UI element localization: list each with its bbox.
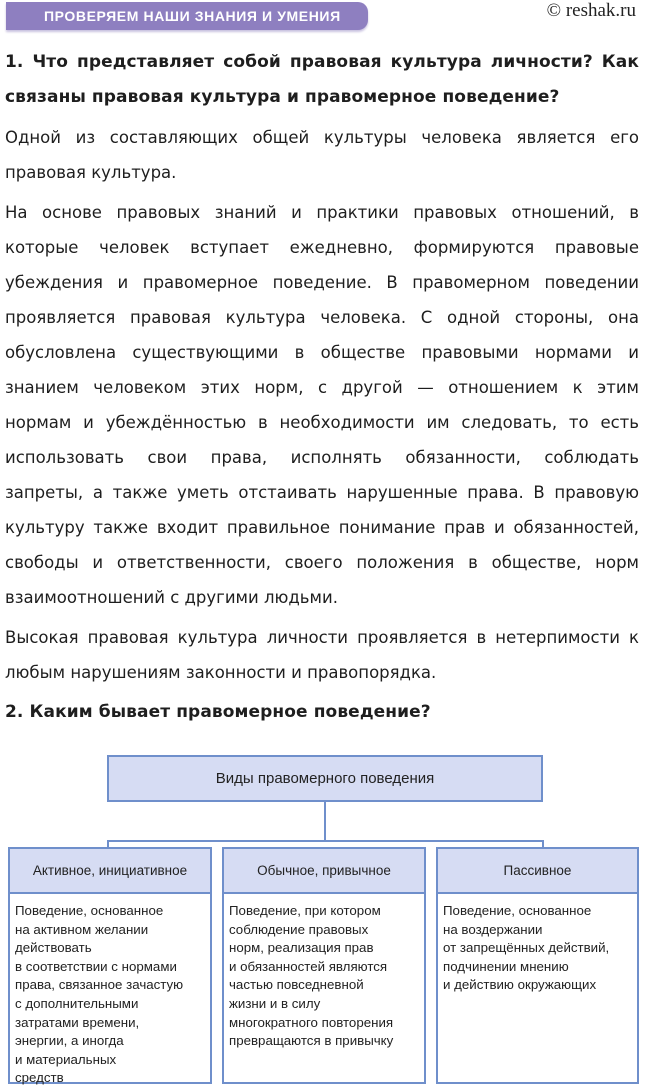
diagram-root-title: Виды правомерного поведения xyxy=(215,770,435,787)
column-header-habitual xyxy=(222,847,426,894)
text-line: правовая культура. xyxy=(5,163,177,182)
text-line: любым нарушениям законности и правопорядка. xyxy=(5,663,437,682)
text-line: обусловлена существующими в обществе правовыми нормами и xyxy=(5,343,639,362)
text-line: культуру также входит правильное понимание прав и обязанностей, xyxy=(5,518,639,537)
column-body-passive: Поведение, основанное на воздержании от запрещённых действий, подчинении мнению и действию окружающих xyxy=(436,894,639,1084)
diagram-types-of-lawful-behavior xyxy=(0,750,645,1088)
connector xyxy=(107,840,544,842)
section-banner-label: ПРОВЕРЯЕМ НАШИ ЗНАНИЯ И УМЕНИЯ xyxy=(44,8,341,24)
column-body-active: Поведение, основанное на активном желании действовать в соответствии с нормами права, связанное зачастую с дополнительными затратами времени, энергии, а иногда и материальных средств xyxy=(8,894,212,1084)
text-line: использовать свои права, исполнять обязанности, соблюдать xyxy=(5,448,639,467)
column-title: Активное, инициативное xyxy=(32,863,188,878)
paragraph xyxy=(5,620,639,690)
text-line: убеждения и правомерное поведение. В правомерном поведении xyxy=(5,273,639,292)
column-header-active xyxy=(8,847,212,894)
connector xyxy=(324,802,326,842)
paragraph xyxy=(5,195,639,615)
question-heading xyxy=(5,695,639,730)
text-line: связаны правовая культура и правомерное поведение? xyxy=(5,87,560,107)
text-line: проявляется правовая культура человека. С одной стороны, она xyxy=(5,308,639,327)
text-line: 1. Что представляет собой правовая культура личности? Как xyxy=(5,52,639,72)
text-line: запреты, а также уметь отстаивать нарушенные права. В правовую xyxy=(5,483,639,502)
column-title: Обычное, привычное xyxy=(257,863,391,878)
diagram-root-box xyxy=(107,755,543,802)
column-body-habitual: Поведение, при котором соблюдение правовых норм, реализация прав и обязанностей являются частью повседневной жизни и в силу многократного повторения превращаются в привычку xyxy=(222,894,426,1084)
text-line: свободы и ответственности, своего положения в обществе, норм xyxy=(5,553,639,572)
text-line: которые человек вступает ежедневно, формируются правовые xyxy=(5,238,639,257)
paragraph xyxy=(5,120,639,190)
text-line: На основе правовых знаний и практики правовых отношений, в xyxy=(5,203,639,222)
question-heading xyxy=(5,45,639,115)
text-line: Высокая правовая культура личности проявляется в нетерпимости к xyxy=(5,628,639,647)
copyright-watermark: © reshak.ru xyxy=(546,0,636,21)
text-line: взаимоотношений с другими людьми. xyxy=(5,588,338,607)
text-line: Одной из составляющих общей культуры человека является его xyxy=(5,128,639,147)
section-banner xyxy=(6,2,368,30)
column-header-passive xyxy=(436,847,639,894)
text-line: нормам и убеждённостью в необходимости им следовать, то есть xyxy=(5,413,639,432)
column-title: Пассивное xyxy=(503,863,572,878)
text-line: 2. Каким бывает правомерное поведение? xyxy=(5,702,431,722)
document-text xyxy=(5,45,639,730)
text-line: знанием человеком этих норм, с другой — отношением к этим xyxy=(5,378,639,397)
